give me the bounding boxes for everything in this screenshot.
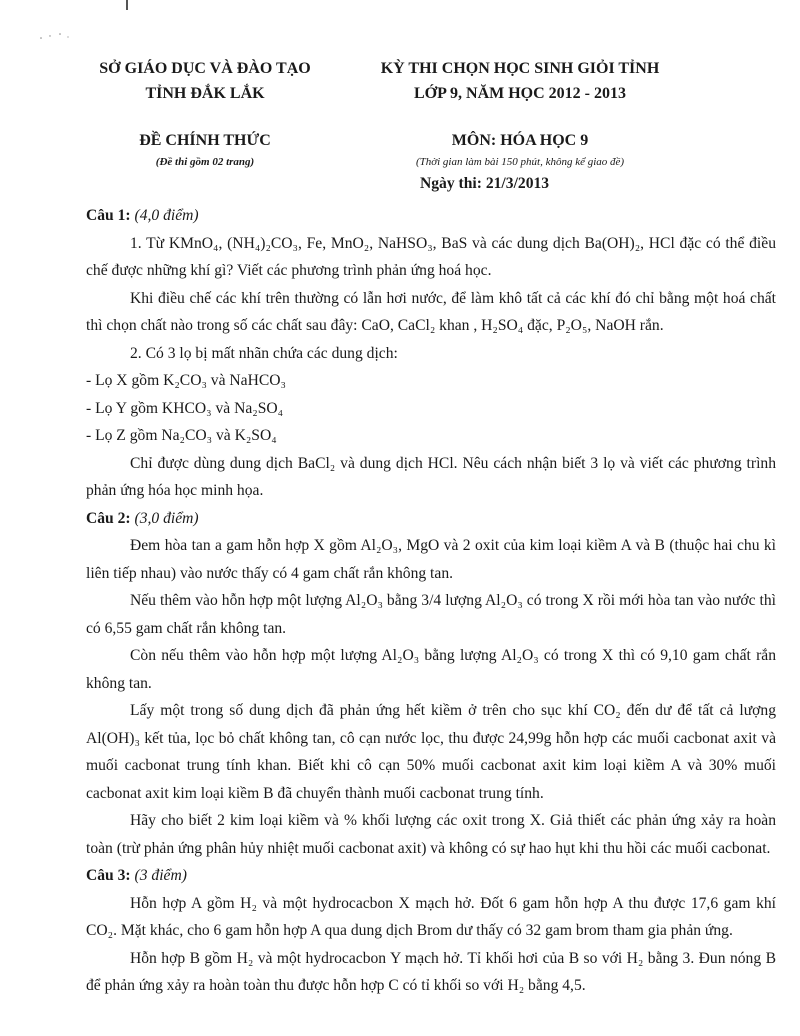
exam-grade-year: LỚP 9, NĂM HỌC 2012 - 2013 bbox=[414, 85, 626, 102]
exam-header bbox=[340, 56, 700, 106]
official-label: ĐỀ CHÍNH THỨC bbox=[139, 132, 271, 149]
q1-paragraph: 2. Có 3 lọ bị mất nhãn chứa các dung dịch: bbox=[130, 344, 398, 362]
exam-body bbox=[86, 202, 776, 1000]
q1-list-item: - Lọ Z gồm Na₂CO₃ và K₂SO₄ bbox=[86, 427, 277, 444]
question-3-title: Câu 3: bbox=[86, 867, 131, 884]
q2-paragraph: Hãy cho biết 2 kim loại kiềm và % khối lượng các oxit trong X. Giả thiết các phản ứng xảy ra hoàn toàn (trừ phản ứng phân hủy nhiệt muối cacbonat axit) và không có sự hao hụt khi thu hồi các muối cacbonat. bbox=[86, 812, 776, 857]
q1-paragraph: Khi điều chế các khí trên thường có lẫn hơi nước, để làm khô tất cả các khí đó chỉ bằng một hoá chất thì chọn chất nào trong số các chất sau đây: CaO, CaCl₂ khan , H₂SO₄ đặc, P₂O₅, NaOH rắn. bbox=[86, 289, 776, 334]
exam-name: KỲ THI CHỌN HỌC SINH GIỎI TỈNH bbox=[380, 60, 660, 77]
q1-paragraph: 1. Từ KMnO₄, (NH₄)₂CO₃, Fe, MnO₂, NaHSO₃, BaS và các dung dịch Ba(OH)₂, HCl đặc có thể điều chế được những khí gì? Viết các phương trình phản ứng hoá học. bbox=[86, 234, 776, 279]
q3-paragraph: Hỗn hợp B gồm H₂ và một hydrocacbon Y mạch hở. Tỉ khối hơi của B so với H₂ bằng 3. Đun nóng B để phản ứng xảy ra hoàn toàn thu được hỗn hợp C có tỉ khối so với H₂ bằng 4,5. bbox=[86, 949, 776, 994]
scan-mark bbox=[126, 0, 128, 10]
time-note: (Thời gian làm bài 150 phút, không kể giao đề) bbox=[415, 156, 625, 168]
question-2-heading bbox=[86, 505, 776, 533]
pages-note: (Đề thi gồm 02 trang) bbox=[155, 156, 255, 168]
q1-list-item: - Lọ X gồm K₂CO₃ và NaHCO₃ bbox=[86, 372, 286, 389]
q2-paragraph: Còn nếu thêm vào hỗn hợp một lượng Al₂O₃ bằng lượng Al₂O₃ có trong X thì có 9,10 gam chất rắn không tan. bbox=[86, 647, 776, 692]
question-1-heading bbox=[86, 202, 776, 230]
q1-paragraph: Chỉ được dùng dung dịch BaCl₂ và dung dịch HCl. Nêu cách nhận biết 3 lọ và viết các phương trình phản ứng hóa học minh họa. bbox=[86, 454, 776, 499]
question-2-title: Câu 2: bbox=[86, 509, 131, 527]
province-name: TỈNH ĐẮK LẮK bbox=[145, 85, 265, 102]
department-name: SỞ GIÁO DỤC VÀ ĐÀO TẠO bbox=[99, 60, 311, 77]
department-header bbox=[60, 56, 350, 106]
subject-label: MÔN: HÓA HỌC 9 bbox=[451, 132, 589, 149]
subject-block bbox=[340, 128, 700, 171]
question-1-title: Câu 1: bbox=[86, 207, 131, 224]
exam-date: Ngày thi: 21/3/2013 bbox=[420, 175, 550, 192]
q2-paragraph: Đem hòa tan a gam hỗn hợp X gồm Al₂O₃, MgO và 2 oxit của kim loại kiềm A và B (thuộc hai chu kì liên tiếp nhau) vào nước thấy có 4 gam chất rắn không tan. bbox=[86, 537, 776, 582]
question-3-points: (3 điểm) bbox=[134, 867, 187, 884]
question-2-points: (3,0 điểm) bbox=[134, 509, 199, 527]
q2-paragraph: Lấy một trong số dung dịch đã phản ứng hết kiềm ở trên cho sục khí CO₂ đến dư để tất cả lượng Al(OH)₃ kết tủa, lọc bỏ chất không tan, cô cạn nước lọc, thu được 24,99g hỗn hợp các muối cacbonat axit và muối cacbonat trung tính khan. Biết khi cô cạn 50% muối cacbonat axit kim loại kiềm A và 30% muối cacbonat axit kim loại kiềm B đã chuyển thành muối cacbonat trung tính. bbox=[86, 702, 776, 802]
question-1-points: (4,0 điểm) bbox=[134, 207, 199, 224]
scan-dots bbox=[38, 30, 78, 42]
q1-list-item: - Lọ Y gồm KHCO₃ và Na₂SO₄ bbox=[86, 399, 284, 417]
official-block bbox=[60, 128, 350, 171]
q2-paragraph: Nếu thêm vào hỗn hợp một lượng Al₂O₃ bằng 3/4 lượng Al₂O₃ có trong X rồi mới hòa tan vào nước thì có 6,55 gam chất rắn không tan. bbox=[86, 592, 776, 637]
question-3-heading bbox=[86, 862, 776, 890]
q3-paragraph: Hỗn hợp A gồm H₂ và một hydrocacbon X mạch hở. Đốt 6 gam hỗn hợp A thu được 17,6 gam khí CO₂. Mặt khác, cho 6 gam hỗn hợp A qua dung dịch Brom dư thấy có 32 gam brom tham gia phản ứng. bbox=[86, 894, 776, 939]
